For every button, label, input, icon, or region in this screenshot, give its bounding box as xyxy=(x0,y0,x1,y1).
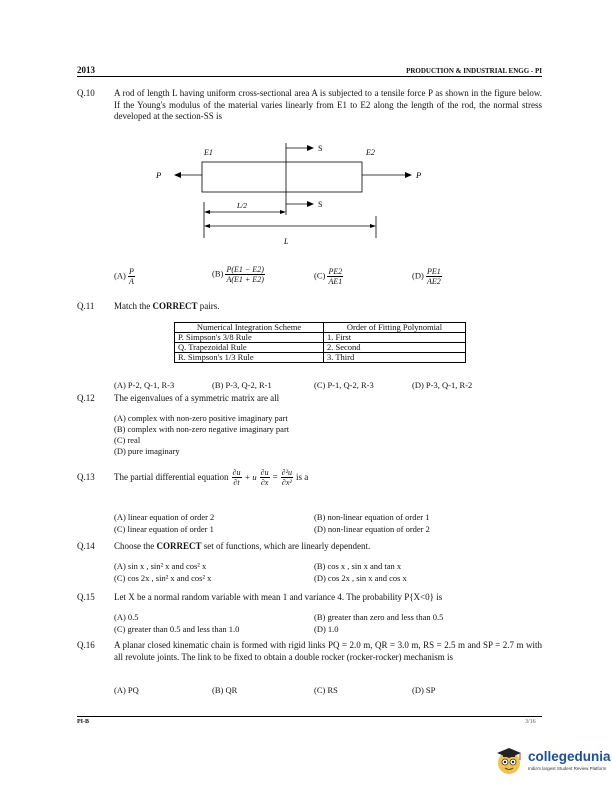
q11-option-b[interactable]: (B) P-3, Q-2, R-1 xyxy=(212,380,272,390)
rod-body xyxy=(202,162,362,192)
q12-option-a[interactable]: (A) complex with non-zero positive imaginary part xyxy=(114,413,288,423)
q11-option-d[interactable]: (D) P-3, Q-1, R-2 xyxy=(412,380,473,390)
q10-option-a[interactable]: (A) $\frac{P}{A}$ xyxy=(114,267,134,286)
q11-option-a[interactable]: (A) P-2, Q-1, R-3 xyxy=(114,380,175,390)
header-year: 2013 xyxy=(77,65,95,75)
q16-text: A planar closed kinematic chain is formed with rigid links PQ = 2.0 m, QR = 3.0 m, RS = 2.5 m and SP = 2.7 m with all revolute joints. The link to be fixed to obtain a double rocker (rocker-rocker) mechanism is xyxy=(114,640,542,662)
label-half-length: L/2 xyxy=(237,201,248,210)
label-p-right: P xyxy=(416,170,422,180)
q12-number: Q.12 xyxy=(77,393,95,403)
q14-option-b[interactable]: (B) cos x , sin x and tan x xyxy=(314,561,402,571)
left-force-arrow xyxy=(174,172,181,178)
q12-text: The eigenvalues of a symmetric matrix are all xyxy=(114,393,280,403)
q10-option-d[interactable]: (D) $\frac{PE1}{AE2}$ xyxy=(412,267,441,286)
q16-option-d[interactable]: (D) SP xyxy=(412,685,436,695)
header-paper-code: PRODUCTION & INDUSTRIAL ENGG - PI xyxy=(406,67,542,75)
q15-option-a[interactable]: (A) 0.5 xyxy=(114,612,139,622)
q11-text: Match the CORRECT pairs. xyxy=(114,301,220,311)
graduate-mascot-icon xyxy=(493,745,525,777)
q13-number: Q.13 xyxy=(77,472,95,482)
q11-number: Q.11 xyxy=(77,301,95,311)
q10-number: Q.10 xyxy=(77,88,95,98)
label-e1: E1 xyxy=(204,148,213,157)
q13-text: The partial differential equation $\frac{\partial u}{\partial t}$ + u $\frac{\partial u}{\partial x}$ = $\frac{\text{∂²u}}{\text{∂x²}}$ is a xyxy=(114,467,309,487)
q13-option-d[interactable]: (D) non-linear equation of order 2 xyxy=(314,524,430,534)
label-s-top: S xyxy=(318,144,323,153)
q10-option-c[interactable]: (C) $\frac{PE2}{AE1}$ xyxy=(314,267,343,286)
q12-option-b[interactable]: (B) complex with non-zero negative imaginary part xyxy=(114,424,290,434)
table-header-scheme: Numerical Integration Scheme xyxy=(175,323,324,333)
q10-option-b[interactable]: (B) $\frac{P(E1 - E2)}{A(E1 + E2)}$ xyxy=(212,265,264,284)
label-e2: E2 xyxy=(366,148,375,157)
q15-number: Q.15 xyxy=(77,592,95,602)
brand-name: collegedunia xyxy=(528,749,611,764)
q15-option-b[interactable]: (B) greater than zero and less than 0.5 xyxy=(314,612,444,622)
q16-number: Q.16 xyxy=(77,640,95,650)
q13-option-c[interactable]: (C) linear equation of order 1 xyxy=(114,524,214,534)
q15-option-c[interactable]: (C) greater than 0.5 and less than 1.0 xyxy=(114,624,240,634)
table-row: R. Simpson's 1/3 Rule 3. Third xyxy=(175,353,466,363)
q14-option-c[interactable]: (C) cos 2x , sin² x and cos² x xyxy=(114,573,212,583)
q14-option-d[interactable]: (D) cos 2x , sin x and cos x xyxy=(314,573,407,583)
table-row: Q. Trapezoidal Rule 2. Second xyxy=(175,343,466,353)
q15-option-d[interactable]: (D) 1.0 xyxy=(314,624,339,634)
footer-rule xyxy=(77,716,542,717)
label-p-left: P xyxy=(156,170,162,180)
header-rule xyxy=(77,76,542,77)
q10-text: A rod of length L having uniform cross-sectional area A is subjected to a tensile force P as shown in the figure below. If the Young's modulus of the material varies linearly from E1 to E2 along the length of the rod, the normal stress developed at the section-SS is xyxy=(114,88,542,121)
q14-text: Choose the CORRECT set of functions, which are linearly dependent. xyxy=(114,541,371,551)
footer-set-code: PI-B xyxy=(77,719,89,725)
label-length: L xyxy=(284,237,289,246)
table-header-order: Order of Fitting Polynomial xyxy=(324,323,466,333)
q11-match-table xyxy=(174,322,466,363)
q15-text: Let X be a normal random variable with mean 1 and variance 4. The probability P{X<0} is xyxy=(114,592,443,602)
q16-option-a[interactable]: (A) PQ xyxy=(114,685,139,695)
q12-option-d[interactable]: (D) pure imaginary xyxy=(114,446,180,456)
label-s-bottom: S xyxy=(318,200,323,209)
q11-option-c[interactable]: (C) P-1, Q-2, R-3 xyxy=(314,380,374,390)
q12-option-c[interactable]: (C) real xyxy=(114,435,141,445)
q13-option-b[interactable]: (B) non-linear equation of order 1 xyxy=(314,512,430,522)
q16-option-c[interactable]: (C) RS xyxy=(314,685,338,695)
brand-tagline: India's largest Student Review Platform xyxy=(528,766,607,771)
q14-number: Q.14 xyxy=(77,541,95,551)
table-row: P. Simpson's 3/8 Rule 1. First xyxy=(175,333,466,343)
q10-rod-figure xyxy=(140,140,440,250)
q14-option-a[interactable]: (A) sin x , sin² x and cos² x xyxy=(114,561,207,571)
q13-option-a[interactable]: (A) linear equation of order 2 xyxy=(114,512,215,522)
right-force-arrow xyxy=(405,172,412,178)
q16-option-b[interactable]: (B) QR xyxy=(212,685,238,695)
footer-page-number: 3/16 xyxy=(525,719,536,725)
